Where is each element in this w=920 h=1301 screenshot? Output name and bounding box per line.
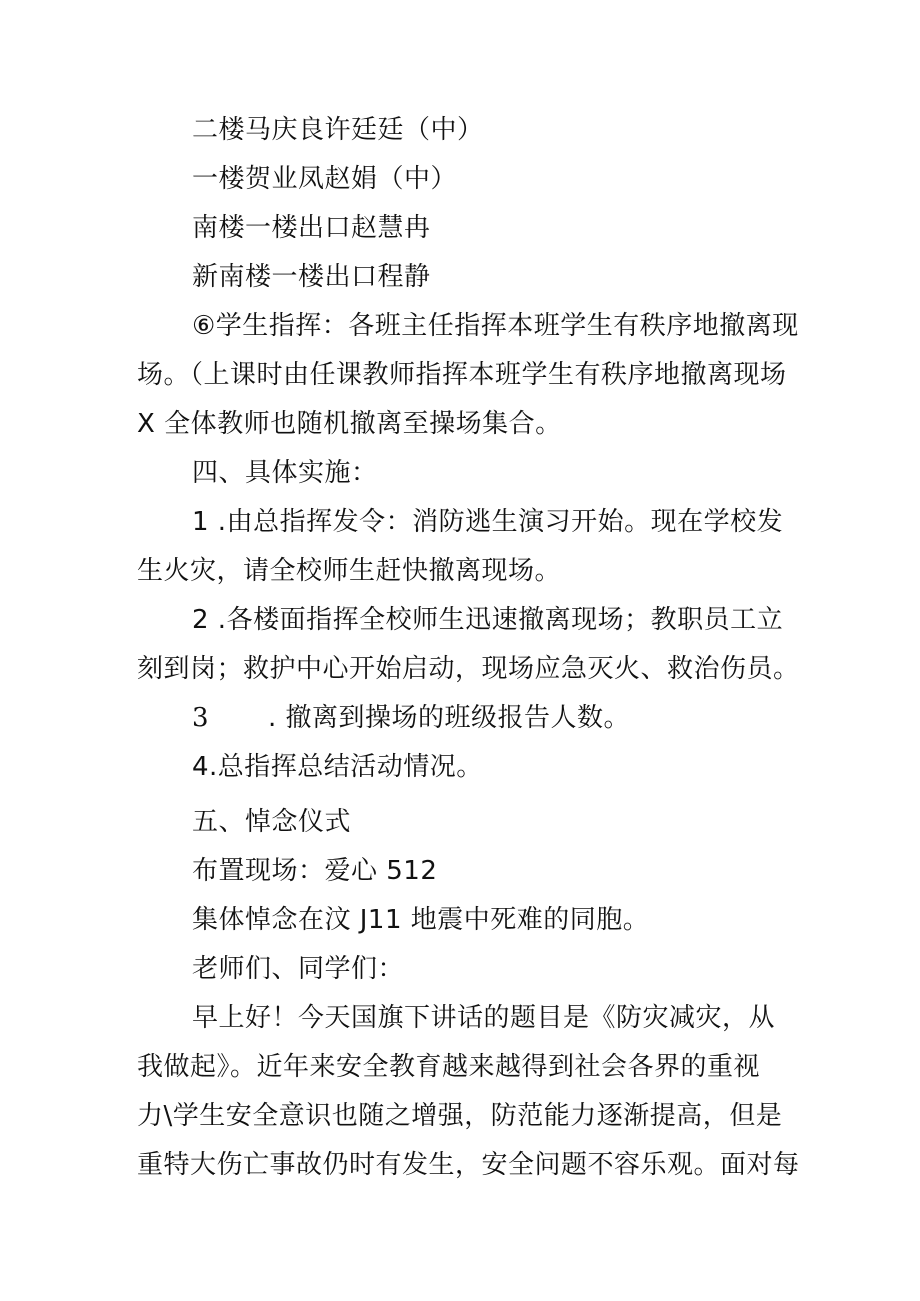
text-line: X 全体教师也随机撤离至操场集合。: [137, 409, 562, 439]
text-line: 布置现场：爱心 512: [192, 856, 438, 886]
text-line: ⑥学生指挥：各班主任指挥本班学生有秩序地撤离现: [192, 311, 799, 341]
list-item: 1 .由总指挥发令：消防逃生演习开始。现在学校发: [192, 507, 784, 537]
text-line: 场。（上课时由任课教师指挥本班学生有秩序地撤离现场: [137, 360, 787, 390]
text-line: 老师们、同学们：: [192, 954, 405, 984]
list-item: 4.总指挥总结活动情况。: [192, 752, 483, 782]
list-item: [192, 702, 630, 734]
text-line: 我做起》。近年来安全教育越来越得到社会各界的重视: [137, 1052, 761, 1082]
section-heading: 五、悼念仪式: [192, 807, 352, 837]
text-line: 生火灾，请全校师生赶快撤离现场。: [137, 556, 562, 586]
text-line: 早上好！今天国旗下讲话的题目是《防灾减灾，从: [192, 1003, 776, 1033]
text-line: 新南楼一楼出口程静: [192, 262, 431, 292]
text-line: 重特大伤亡事故仍时有发生，安全问题不容乐观。面对每: [137, 1150, 800, 1180]
text-line: 刻到岗；救护中心开始启动，现场应急灭火、救治伤员。: [137, 654, 800, 684]
section-heading: 四、具体实施：: [192, 458, 378, 488]
list-item: 2 .各楼面指挥全校师生迅速撤离现场；教职员工立: [192, 605, 784, 635]
list-text: . 撤离到操场的班级报告人数。: [268, 703, 631, 733]
text-line: 二楼马庆良许廷廷（中）: [192, 115, 484, 145]
list-number: 3: [192, 703, 210, 733]
text-line: 力\学生安全意识也随之增强，防范能力逐渐提高，但是: [137, 1101, 783, 1131]
text-line: 南楼一楼出口赵慧冉: [192, 213, 431, 243]
text-line: 一楼贺业凤赵娟（中）: [192, 164, 458, 194]
text-line: 集体悼念在汶 J11 地震中死难的同胞。: [192, 905, 650, 935]
